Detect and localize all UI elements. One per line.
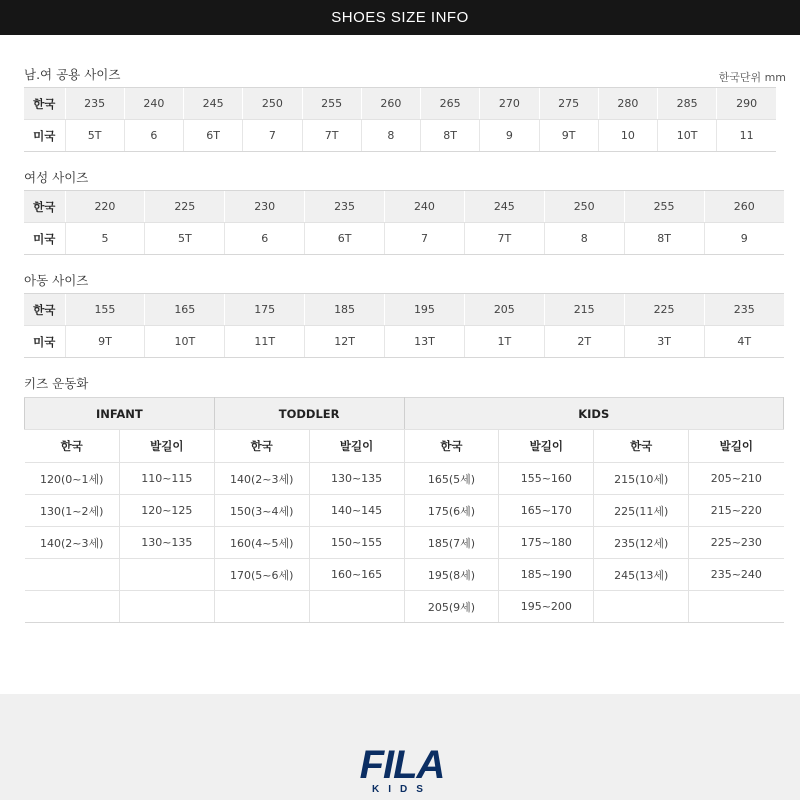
korean-size-cell: 185 [305, 294, 385, 326]
us-size-cell: 9T [539, 120, 598, 152]
kids-size-cell: 205(9세) [404, 591, 499, 623]
us-size-row [24, 120, 776, 152]
col-header-foot-length: 발길이 [499, 430, 594, 463]
korean-size-cell: 155 [65, 294, 145, 326]
us-size-cell: 3T [624, 326, 704, 358]
us-size-cell: 11 [717, 120, 776, 152]
korean-size-cell: 240 [385, 191, 465, 223]
logo-wordmark: FILA [359, 743, 445, 787]
toddler-foot-length-cell: 150~155 [309, 527, 404, 559]
kids-foot-length-cell: 155~160 [499, 463, 594, 495]
toddler-foot-length-cell: 130~135 [309, 463, 404, 495]
korean-size-row [24, 88, 776, 120]
table-row [25, 463, 784, 495]
korean-size-cell: 260 [361, 88, 420, 120]
fila-kids-logo [354, 743, 450, 793]
korean-size-cell: 215 [544, 294, 624, 326]
toddler-size-cell: 150(3~4세) [214, 495, 309, 527]
kids-foot-length-cell: 225~230 [689, 527, 784, 559]
row-label-us: 미국 [24, 326, 65, 358]
korean-size-cell: 260 [704, 191, 784, 223]
korean-size-cell: 270 [480, 88, 539, 120]
korean-size-row [24, 191, 784, 223]
table-row [25, 495, 784, 527]
toddler-size-cell: 170(5~6세) [214, 559, 309, 591]
infant-size-cell: 140(2~3세) [25, 527, 120, 559]
us-size-cell: 2T [544, 326, 624, 358]
us-size-cell: 6 [225, 223, 305, 255]
korean-size-cell: 275 [539, 88, 598, 120]
us-size-cell: 5T [145, 223, 225, 255]
col-header-foot-length: 발길이 [119, 430, 214, 463]
row-label-korea: 한국 [24, 88, 65, 120]
us-size-row [24, 223, 784, 255]
kids-foot-length-cell: 215~220 [689, 495, 784, 527]
row-label-korea: 한국 [24, 191, 65, 223]
us-size-cell: 7T [302, 120, 361, 152]
us-size-cell: 11T [225, 326, 305, 358]
us-size-cell: 8T [624, 223, 704, 255]
us-size-cell: 9 [480, 120, 539, 152]
us-size-cell: 9T [65, 326, 145, 358]
kids-size-cell: 245(13세) [594, 559, 689, 591]
kids-size-cell: 215(10세) [594, 463, 689, 495]
us-size-cell: 7 [385, 223, 465, 255]
logo-subtext: KIDS [372, 784, 432, 793]
children-section-title: 아동 사이즈 [24, 273, 89, 288]
women-size-table [24, 190, 784, 255]
col-header-korea: 한국 [214, 430, 309, 463]
toddler-foot-length-cell [309, 591, 404, 623]
korean-size-cell: 265 [421, 88, 480, 120]
row-label-us: 미국 [24, 120, 65, 152]
us-size-cell: 8T [421, 120, 480, 152]
us-size-cell: 7 [243, 120, 302, 152]
korean-size-cell: 280 [598, 88, 657, 120]
kids-size-cell: 185(7세) [404, 527, 499, 559]
kids-foot-length-cell: 185~190 [499, 559, 594, 591]
infant-foot-length-cell: 130~135 [119, 527, 214, 559]
row-label-korea: 한국 [24, 294, 65, 326]
us-size-cell: 8 [544, 223, 624, 255]
table-row [25, 559, 784, 591]
korean-size-row [24, 294, 784, 326]
korean-size-cell: 250 [544, 191, 624, 223]
korean-size-cell: 195 [385, 294, 465, 326]
toddler-foot-length-cell: 160~165 [309, 559, 404, 591]
infant-size-cell: 130(1~2세) [25, 495, 120, 527]
kids-shoes-section-title: 키즈 운동화 [24, 376, 89, 391]
kids-shoes-table [24, 397, 784, 623]
korean-size-cell: 245 [184, 88, 243, 120]
group-infant: INFANT [25, 398, 215, 430]
kids-size-cell: 195(8세) [404, 559, 499, 591]
us-size-cell: 13T [385, 326, 465, 358]
infant-size-cell: 120(0~1세) [25, 463, 120, 495]
children-size-table [24, 293, 784, 358]
infant-size-cell [25, 591, 120, 623]
group-header-row [25, 398, 784, 430]
kids-size-cell: 225(11세) [594, 495, 689, 527]
korean-size-cell: 225 [624, 294, 704, 326]
col-header-korea: 한국 [25, 430, 120, 463]
korean-size-cell: 205 [464, 294, 544, 326]
korean-size-cell: 255 [624, 191, 704, 223]
korean-size-cell: 290 [717, 88, 776, 120]
korean-size-cell: 245 [464, 191, 544, 223]
unit-note: 한국단위 mm [718, 71, 786, 84]
infant-foot-length-cell [119, 559, 214, 591]
page-title: SHOES SIZE INFO [331, 9, 469, 26]
infant-foot-length-cell [119, 591, 214, 623]
group-toddler: TODDLER [214, 398, 404, 430]
korean-size-cell: 235 [704, 294, 784, 326]
kids-foot-length-cell: 205~210 [689, 463, 784, 495]
korean-size-cell: 255 [302, 88, 361, 120]
us-size-cell: 7T [464, 223, 544, 255]
us-size-cell: 12T [305, 326, 385, 358]
korean-size-cell: 250 [243, 88, 302, 120]
toddler-size-cell: 140(2~3세) [214, 463, 309, 495]
us-size-cell: 1T [464, 326, 544, 358]
kids-foot-length-cell: 165~170 [499, 495, 594, 527]
kids-size-cell: 165(5세) [404, 463, 499, 495]
korean-size-cell: 240 [124, 88, 183, 120]
unisex-size-table [24, 87, 776, 152]
korean-size-cell: 225 [145, 191, 225, 223]
toddler-foot-length-cell: 140~145 [309, 495, 404, 527]
infant-size-cell [25, 559, 120, 591]
infant-foot-length-cell: 120~125 [119, 495, 214, 527]
us-size-cell: 8 [361, 120, 420, 152]
col-header-korea: 한국 [404, 430, 499, 463]
korean-size-cell: 235 [305, 191, 385, 223]
korean-size-cell: 220 [65, 191, 145, 223]
table-row [25, 527, 784, 559]
kids-foot-length-cell: 235~240 [689, 559, 784, 591]
kids-foot-length-cell [689, 591, 784, 623]
women-section-title: 여성 사이즈 [24, 170, 89, 185]
group-kids: KIDS [404, 398, 784, 430]
kids-size-cell [594, 591, 689, 623]
korean-size-cell: 230 [225, 191, 305, 223]
table-row [25, 591, 784, 623]
col-header-foot-length: 발길이 [309, 430, 404, 463]
us-size-cell: 5 [65, 223, 145, 255]
toddler-size-cell: 160(4~5세) [214, 527, 309, 559]
us-size-cell: 6T [184, 120, 243, 152]
korean-size-cell: 285 [658, 88, 717, 120]
kids-foot-length-cell: 175~180 [499, 527, 594, 559]
col-header-foot-length: 발길이 [689, 430, 784, 463]
us-size-cell: 4T [704, 326, 784, 358]
kids-size-cell: 175(6세) [404, 495, 499, 527]
us-size-cell: 6 [124, 120, 183, 152]
us-size-cell: 10T [145, 326, 225, 358]
korean-size-cell: 175 [225, 294, 305, 326]
toddler-size-cell [214, 591, 309, 623]
us-size-cell: 9 [704, 223, 784, 255]
us-size-cell: 10T [658, 120, 717, 152]
page-header [0, 0, 800, 35]
col-header-korea: 한국 [594, 430, 689, 463]
korean-size-cell: 165 [145, 294, 225, 326]
kids-size-cell: 235(12세) [594, 527, 689, 559]
unisex-section-title: 남.여 공용 사이즈 [24, 67, 121, 82]
us-size-cell: 6T [305, 223, 385, 255]
korean-size-cell: 235 [65, 88, 124, 120]
row-label-us: 미국 [24, 223, 65, 255]
kids-foot-length-cell: 195~200 [499, 591, 594, 623]
infant-foot-length-cell: 110~115 [119, 463, 214, 495]
column-header-row [25, 430, 784, 463]
us-size-cell: 5T [65, 120, 124, 152]
us-size-cell: 10 [598, 120, 657, 152]
us-size-row [24, 326, 784, 358]
